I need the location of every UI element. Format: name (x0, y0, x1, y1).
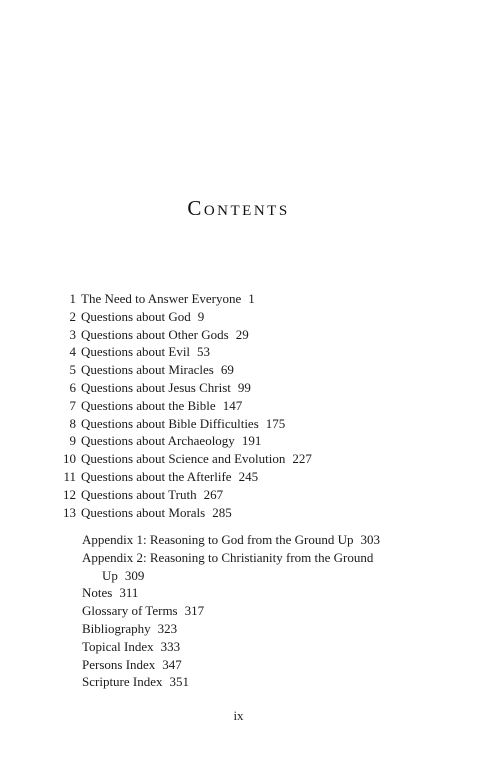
toc-entry (60, 343, 312, 361)
toc-entry (60, 308, 312, 326)
page-number: 175 (265, 415, 286, 431)
page-number: 99 (237, 379, 251, 395)
chapter-number: 1 (69, 291, 76, 306)
chapter-number: 11 (63, 468, 76, 484)
page-number: 147 (222, 397, 243, 413)
chapter-number: 6 (69, 379, 76, 395)
page-number: 29 (235, 326, 249, 342)
toc-entry-bibliography (82, 620, 380, 638)
chapter-title: Questions about Miracles (81, 362, 214, 378)
chapter-list (60, 290, 312, 521)
chapter-title: Questions about Bible Difficulties (81, 415, 259, 431)
page-number: 309 (124, 567, 145, 583)
chapter-title: Questions about Jesus Christ (81, 379, 231, 395)
chapter-number: 8 (69, 415, 76, 431)
page-number: 245 (238, 468, 259, 484)
toc-entry (60, 290, 312, 308)
chapter-title: The Need to Answer Everyone (81, 291, 242, 306)
page-number: 191 (241, 433, 262, 449)
entry-title: Appendix 1: Reasoning to God from the Ground Up (82, 532, 354, 547)
entry-title-continued: Up (102, 567, 118, 583)
toc-entry-notes (82, 584, 380, 602)
page-number: 303 (360, 532, 381, 547)
chapter-title: Questions about Other Gods (81, 326, 229, 342)
page-number: 311 (119, 585, 139, 601)
chapter-number: 12 (63, 486, 76, 502)
chapter-number: 2 (69, 308, 76, 324)
toc-entry (60, 379, 312, 397)
chapter-title: Questions about Science and Evolution (81, 451, 286, 467)
toc-entry (60, 432, 312, 450)
chapter-title: Questions about the Afterlife (81, 468, 232, 484)
entry-title: Appendix 2: Reasoning to Christianity from the Ground (82, 549, 374, 565)
chapter-title: Questions about Truth (81, 486, 197, 502)
backmatter-list (82, 531, 380, 691)
toc-entry (60, 468, 312, 486)
page-number: 267 (203, 486, 224, 502)
chapter-title: Questions about God (81, 308, 191, 324)
entry-title: Glossary of Terms (82, 603, 178, 619)
page-number: 323 (157, 620, 178, 636)
page-title: Contents (187, 196, 290, 220)
page-number: 227 (292, 451, 312, 467)
toc-entry (60, 415, 312, 433)
toc-entry (60, 326, 312, 344)
page-number: 333 (160, 638, 181, 654)
chapter-number: 13 (63, 504, 76, 520)
entry-title: Scripture Index (82, 674, 163, 690)
toc-entry (60, 486, 312, 504)
toc-entry (60, 450, 312, 468)
toc-entry-topical-index (82, 638, 380, 656)
chapter-number: 10 (63, 451, 76, 467)
entry-title: Persons Index (82, 656, 156, 672)
toc-entry-scripture-index (82, 673, 380, 691)
chapter-number: 5 (69, 362, 76, 378)
entry-title: Topical Index (82, 638, 154, 654)
chapter-number: 3 (69, 326, 76, 342)
toc-entry (60, 361, 312, 379)
page-number: 69 (220, 362, 234, 378)
page-number: 9 (197, 308, 205, 324)
chapter-number: 4 (69, 344, 76, 360)
entry-title: Bibliography (82, 620, 151, 636)
toc-entry-glossary (82, 602, 380, 620)
toc-entry (60, 397, 312, 415)
chapter-title: Questions about Archaeology (81, 433, 235, 449)
toc-entry-appendix-2-continued (82, 567, 380, 585)
page-number: 285 (212, 504, 232, 520)
toc-entry-persons-index (82, 656, 380, 674)
chapter-title: Questions about the Bible (81, 397, 216, 413)
page-number: 347 (162, 656, 182, 672)
toc-entry (60, 504, 312, 522)
chapter-title: Questions about Evil (81, 344, 191, 360)
toc-entry-appendix-1 (82, 531, 380, 549)
page-number: 351 (169, 674, 190, 690)
page-number: 53 (197, 344, 211, 360)
toc-entry-appendix-2 (82, 549, 380, 567)
chapter-number: 9 (69, 433, 76, 449)
page-folio: ix (233, 708, 244, 723)
page-number: 1 (248, 291, 255, 306)
chapter-number: 7 (69, 397, 76, 413)
chapter-title: Questions about Morals (81, 504, 206, 520)
page-number: 317 (184, 603, 205, 619)
entry-title: Notes (82, 585, 113, 601)
